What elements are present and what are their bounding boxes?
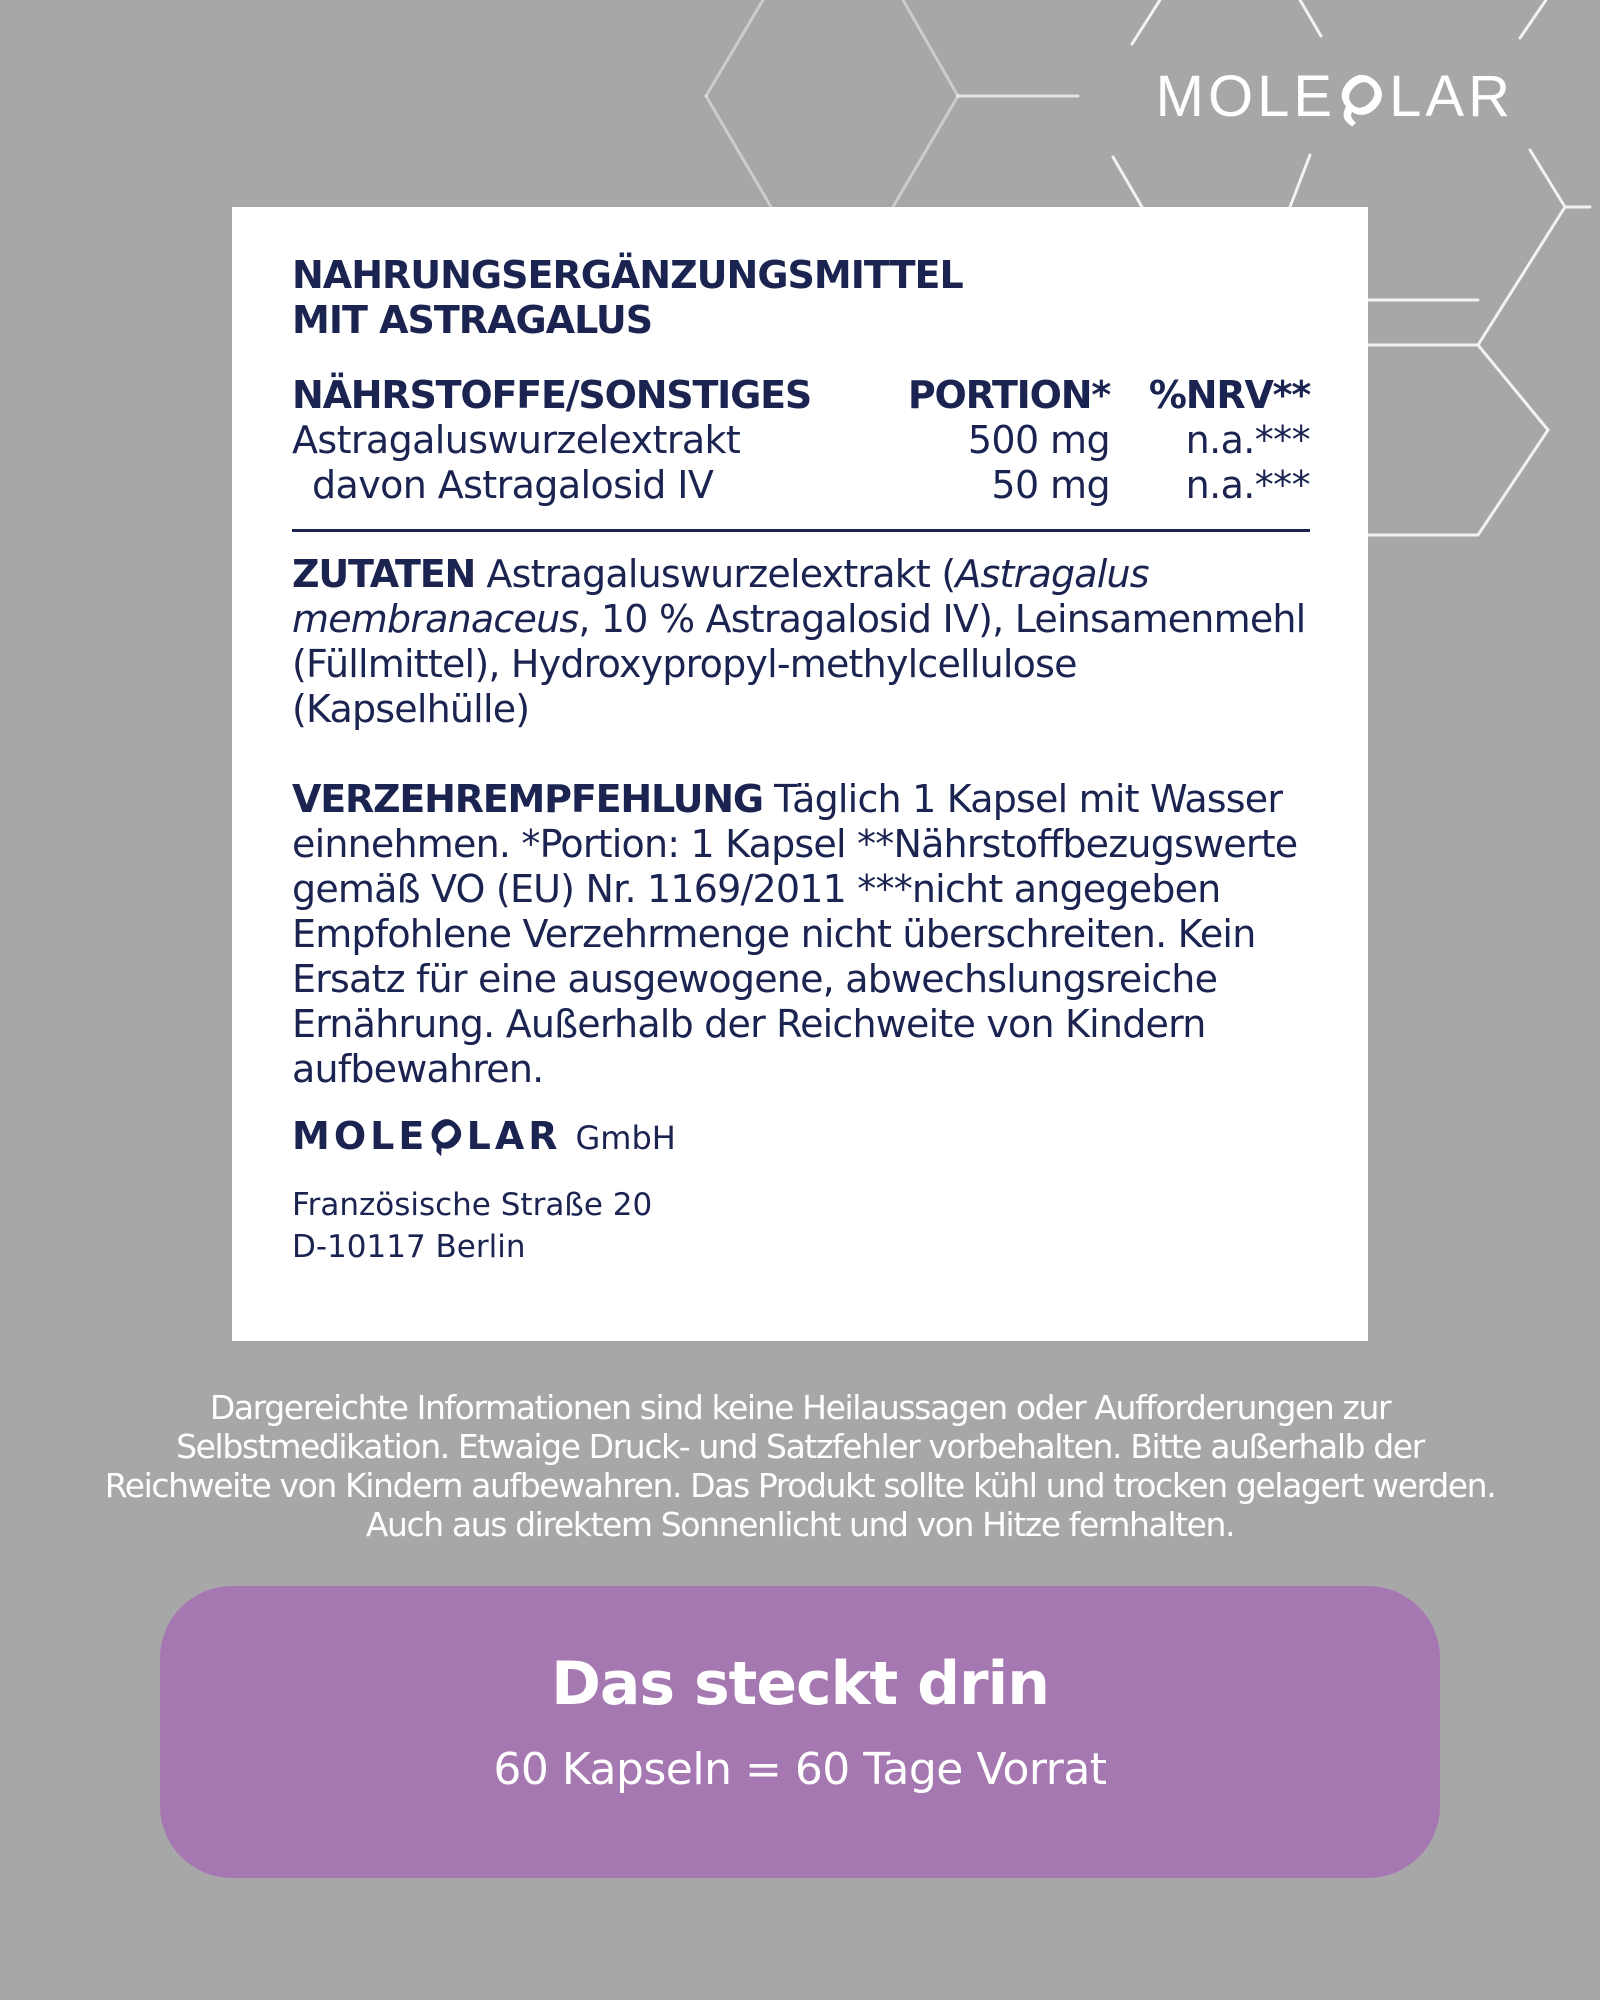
company-logo-left: MOLE [292, 1114, 429, 1158]
table-row [292, 418, 1310, 463]
promo-box [160, 1586, 1440, 1878]
table-row [292, 463, 1310, 508]
table-cell-portion: 50 mg [991, 463, 1110, 507]
disclaimer-text: Dargereichte Informationen sind keine Heilaussagen oder Aufforderungen zur Selbstmedikation. Etwaige Druck- und Satzfehler vorbehalten. Bitte außerhalb der Reichweite von Kindern aufbewahren. Das Produkt sollte kühl und trocken gelagert werden. Auch aus direktem Sonnenlicht und von Hitze fernhalten. [104, 1388, 1496, 1544]
nutrition-table [292, 373, 1310, 508]
promo-title: Das steckt drin [551, 1649, 1049, 1719]
spacer [292, 732, 1310, 777]
label-title-line2: MIT ASTRAGALUS [292, 298, 653, 342]
label-title-line1: NAHRUNGSERGÄNZUNGSMITTEL [292, 253, 963, 297]
company-logo-mark: Q [419, 1107, 476, 1165]
recommendation-heading: VERZEHREMPFEHLUNG [292, 777, 763, 821]
table-cell-name: davon Astragalosid IV [312, 463, 714, 507]
table-header-portion: PORTION* [907, 373, 1110, 417]
table-cell-nrv: n.a.*** [1185, 463, 1310, 507]
ingredients-text [292, 552, 1310, 732]
table-divider [292, 529, 1310, 532]
label-title [292, 253, 1310, 343]
table-cell-portion: 500 mg [967, 418, 1110, 462]
ingredients-part2: , 10 % Astragalosid IV), Leinsamenmehl (Füllmittel), Hydroxypropyl-methylcellulose (Kapselhülle) [292, 597, 1306, 731]
recommendation-body: Täglich 1 Kapsel mit Wasser einnehmen. *Portion: 1 Kapsel **Nährstoffbezugswerte gemäß VO (EU) Nr. 1169/2011 ***nicht angegeben [292, 777, 1298, 911]
brand-logo-right: LAR [1389, 64, 1514, 129]
address-city: D-10117 Berlin [292, 1229, 526, 1265]
ingredients-latin-name: Astragalus membranaceus [292, 552, 1149, 641]
ingredients-heading: ZUTATEN [292, 552, 476, 596]
nutrition-table-header-row [292, 373, 1310, 418]
company-address [292, 1184, 1310, 1268]
table-cell-name: Astragaluswurzelextrakt [292, 418, 741, 462]
product-label [232, 207, 1368, 1341]
table-cell-nrv: n.a.*** [1185, 418, 1310, 462]
brand-logo-mark: Q [1324, 58, 1402, 135]
company-logo-right: LAR [466, 1114, 562, 1158]
address-street: Französische Straße 20 [292, 1187, 653, 1223]
company-logo [292, 1107, 562, 1165]
company-suffix: GmbH [575, 1119, 676, 1157]
brand-logo [1155, 58, 1514, 135]
recommendation-text [292, 777, 1310, 912]
ingredients-part1: Astragaluswurzelextrakt ( [486, 552, 956, 596]
table-header-nrv: %NRV** [1148, 373, 1310, 417]
company-name [292, 1107, 1310, 1165]
warning-text: Empfohlene Verzehrmenge nicht überschreiten. Kein Ersatz für eine ausgewogene, abwechslungsreiche Ernährung. Außerhalb der Reichweite von Kindern aufbewahren. [292, 912, 1256, 1091]
promo-subtitle: 60 Kapseln = 60 Tage Vorrat [493, 1744, 1107, 1795]
table-header-nutrients: NÄHRSTOFFE/SONSTIGES [292, 373, 812, 417]
brand-logo-left: MOLE [1155, 64, 1337, 129]
